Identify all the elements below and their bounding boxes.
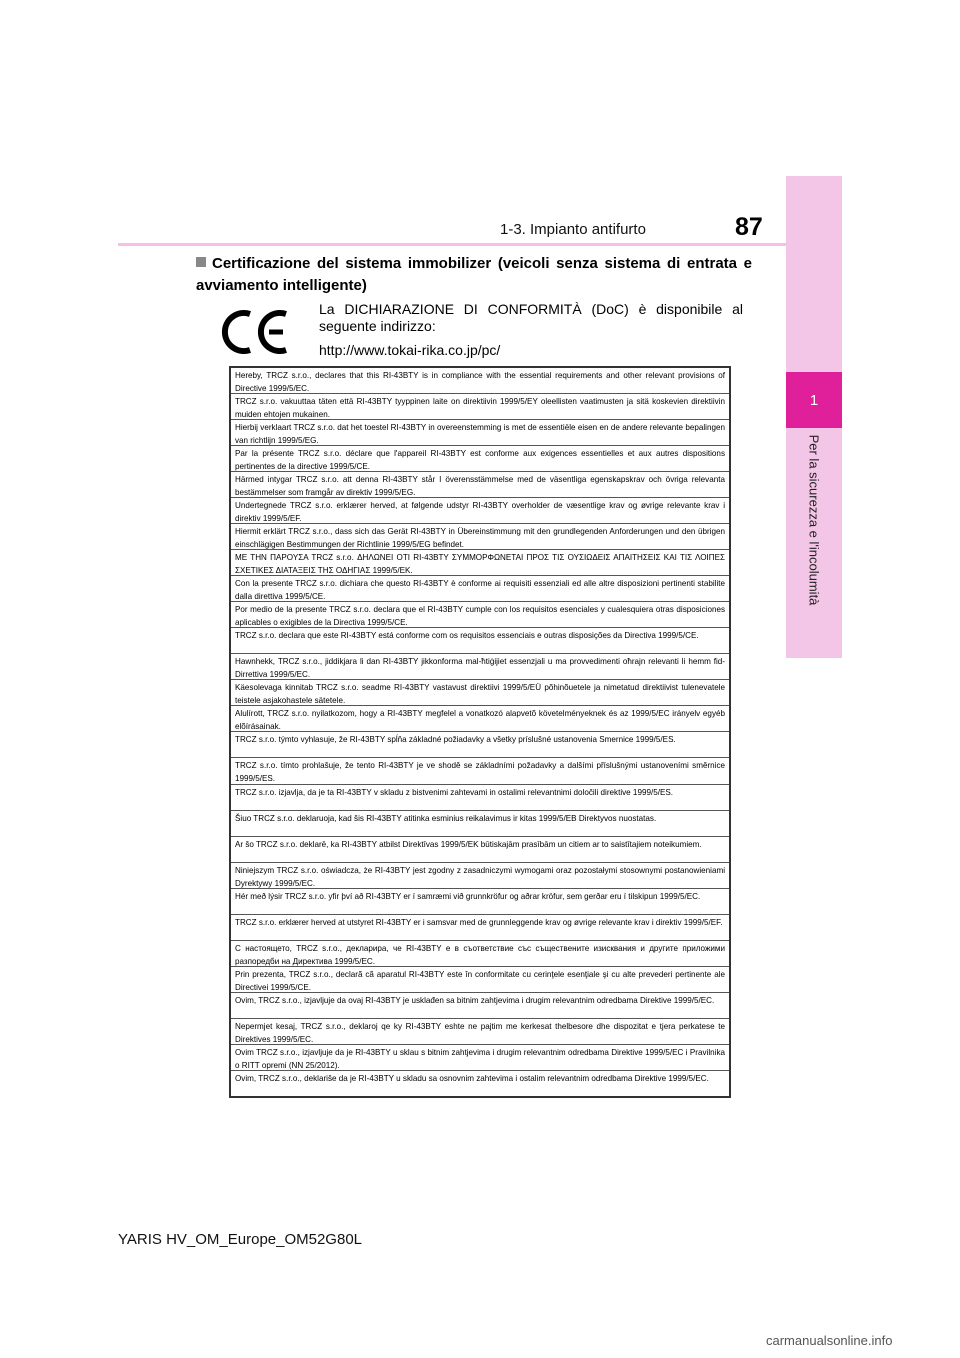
section-heading-text: Certificazione del sistema immobilizer (veicoli senza sistema di entrata e avviamento intelligente) bbox=[196, 255, 752, 294]
declaration-row: Hiermit erklärt TRCZ s.r.o., dass sich das Gerät RI-43BTY in Übereinstimmung mit den grundlegenden Anforderungen und den übrigen einschlägigen Bestimmungen der Richtlinie 1999/5/EG befindet. bbox=[231, 524, 729, 550]
watermark: carmanualsonline.info bbox=[766, 1333, 893, 1348]
declaration-row: Šiuo TRCZ s.r.o. deklaruoja, kad šis RI-43BTY atitinka esminius reikalavimus ir kitas 1999/5/EB Direktyvos nuostatas. bbox=[231, 811, 729, 837]
declaration-row: С настоящето, TRCZ s.r.o., декларира, че RI-43BTY е в съответствие със съществените изисквания и другите приложими разпоредби на Директива 1999/5/ЕС. bbox=[231, 941, 729, 967]
square-bullet-icon bbox=[196, 257, 206, 267]
declaration-row: TRCZ s.r.o. izjavlja, da je ta RI-43BTY v skladu z bistvenimi zahtevami in ostalimi relevantnimi določili direktive 1999/5/ES. bbox=[231, 785, 729, 811]
declaration-row: Nepermjet kesaj, TRCZ s.r.o., deklaroj qe ky RI-43BTY eshte ne pajtim me kerkesat thelbesore dhe dispozitat e tjera perkatese te Direktives 1999/5/EC. bbox=[231, 1019, 729, 1045]
header-rule bbox=[118, 243, 786, 246]
declaration-row: TRCZ s.r.o. tímto prohlašuje, že tento RI-43BTY je ve shodě se základními požadavky a dalšími příslušnými ustanoveními směrnice 1999/5/ES. bbox=[231, 758, 729, 784]
doc-intro-text: La DICHIARAZIONE DI CONFORMITÀ (DoC) è disponibile al seguente indirizzo: bbox=[319, 301, 743, 334]
declaration-row: ΜΕ ΤΗΝ ΠΑΡΟΥΣΑ TRCZ s.r.o. ΔΗΛΩΝΕΙ ΟΤΙ RI-43BTY ΣΥΜΜΟΡΦΩΝΕΤΑΙ ΠΡΟΣ ΤΙΣ ΟΥΣΙΩΔΕΙΣ ΑΠΑΙΤΗΣΕΙΣ ΚΑΙ ΤΙΣ ΛΟΙΠΕΣ ΣΧΕΤΙΚΕΣ ΔΙΑΤΑΞΕΙΣ ΤΗΣ ΟΔΗΓΙΑΣ 1999/5/ΕΚ. bbox=[231, 550, 729, 576]
doc-availability bbox=[319, 301, 743, 359]
declaration-row: Alulírott, TRCZ s.r.o. nyilatkozom, hogy a RI-43BTY megfelel a vonatkozó alapvetõ követelményeknek és az 1999/5/EC irányelv egyéb elõírásainak. bbox=[231, 706, 729, 732]
declaration-row: Hér með lýsir TRCZ s.r.o. yfir því að RI-43BTY er í samræmi við grunnkröfur og aðrar kröfur, sem gerðar eru í tilskipun 1999/5/EC. bbox=[231, 889, 729, 915]
manual-footer: YARIS HV_OM_Europe_OM52G80L bbox=[118, 1231, 363, 1248]
page-number: 87 bbox=[735, 213, 763, 241]
declaration-row: Par la présente TRCZ s.r.o. déclare que l'appareil RI-43BTY est conforme aux exigences essentielles et aux autres dispositions pertinentes de la directive 1999/5/CE. bbox=[231, 446, 729, 472]
declaration-row: Undertegnede TRCZ s.r.o. erklærer herved, at følgende udstyr RI-43BTY overholder de væsentlige krav og øvrige relevante krav i direktiv 1999/5/EF. bbox=[231, 498, 729, 524]
declaration-table bbox=[229, 366, 731, 1098]
declaration-row: Niniejszym TRCZ s.r.o. oświadcza, że RI-43BTY jest zgodny z zasadniczymi wymogami oraz pozostałymi stosownymi postanowieniami Dyrektywy 1999/5/EC. bbox=[231, 863, 729, 889]
declaration-row: Hereby, TRCZ s.r.o., declares that this RI-43BTY is in compliance with the essential requirements and other relevant provisions of Directive 1999/5/EC. bbox=[231, 368, 729, 394]
declaration-row: Prin prezenta, TRCZ s.r.o., declarã cã aparatul RI-43BTY este în conformitate cu cerinţele esenţiale şi cu alte prevederi pertinente ale Directivei 1999/5/CE. bbox=[231, 967, 729, 993]
section-header: 1-3. Impianto antifurto bbox=[500, 221, 646, 238]
declaration-row: Härmed intygar TRCZ s.r.o. att denna RI-43BTY står I överensstämmelse med de väsentliga egenskapskrav och övriga relevanta bestämmelser som framgår av direktiv 1999/5/EG. bbox=[231, 472, 729, 498]
declaration-row: Ar šo TRCZ s.r.o. deklarē, ka RI-43BTY atbilst Direktīvas 1999/5/EK būtiskajām prasībām un citiem ar to saistītajiem noteikumiem. bbox=[231, 837, 729, 863]
declaration-row: Ovim, TRCZ s.r.o., deklariše da je RI-43BTY u skladu sa osnovnim zahtevima i ostalim relevantnim odredbama Direktive 1999/5/EC. bbox=[235, 1073, 709, 1083]
declaration-row: TRCZ s.r.o. declara que este RI-43BTY está conforme com os requisitos essenciais e outras disposições da Directiva 1999/5/CE. bbox=[231, 628, 729, 654]
declaration-row: TRCZ s.r.o. vakuuttaa täten että RI-43BTY tyyppinen laite on direktiivin 1999/5/EY oleellisten vaatimusten ja sitä koskevien direktiivin muiden ehtojen mukainen. bbox=[231, 394, 729, 420]
section-heading bbox=[196, 253, 752, 297]
declaration-row: Hawnhekk, TRCZ s.r.o., jiddikjara li dan RI-43BTY jikkonforma mal-ħtiġijiet essenzjali u ma provvedimenti oħrajn relevanti li hemm fid-Dirrettiva 1999/5/EC. bbox=[231, 654, 729, 680]
declaration-row: Ovim TRCZ s.r.o., izjavljuje da je RI-43BTY u sklau s bitnim zahtjevima i drugim relevantnim odredbama Direktive 1999/5/EC i Pravilnika o RITT opremi (NN 25/2012). bbox=[231, 1045, 729, 1071]
chapter-number: 1 bbox=[786, 372, 842, 428]
ce-mark-icon bbox=[220, 306, 292, 358]
declaration-row: Por medio de la presente TRCZ s.r.o. declara que el RI-43BTY cumple con los requisitos esenciales y cualesquiera otras disposiciones aplicables o exigibles de la Directiva 1999/5/CE. bbox=[231, 602, 729, 628]
declaration-row: Con la presente TRCZ s.r.o. dichiara che questo RI-43BTY è conforme ai requisiti essenziali ed alle altre disposizioni pertinenti stabilite dalla direttiva 1999/5/CE. bbox=[231, 576, 729, 602]
declaration-row: Hierbij verklaart TRCZ s.r.o. dat het toestel RI-43BTY in overeenstemming is met de essentiële eisen en de andere relevante bepalingen van richtlijn 1999/5/EG. bbox=[231, 420, 729, 446]
chapter-title: Per la sicurezza e l'incolumità bbox=[806, 434, 822, 606]
declaration-row: Käesolevaga kinnitab TRCZ s.r.o. seadme RI-43BTY vastavust direktiivi 1999/5/EÜ põhinõuetele ja nimetatud direktiivist tulenevatele teistele asjakohastele sätetele. bbox=[231, 680, 729, 706]
declaration-row: Ovim, TRCZ s.r.o., izjavljuje da ovaj RI-43BTY je usklađen sa bitnim zahtjevima i drugim relevantnim odredbama Direktive 1999/5/EC. bbox=[231, 993, 729, 1019]
doc-url-link[interactable]: http://www.tokai-rika.co.jp/pc/ bbox=[319, 342, 501, 358]
declaration-row: TRCZ s.r.o. erklærer herved at utstyret RI-43BTY er i samsvar med de grunnleggende krav og øvrige relevante krav i direktiv 1999/5/EF. bbox=[231, 915, 729, 941]
declaration-row: TRCZ s.r.o. týmto vyhlasuje, že RI-43BTY spĺňa základné požiadavky a všetky príslušné ustanovenia Smernice 1999/5/ES. bbox=[231, 732, 729, 758]
